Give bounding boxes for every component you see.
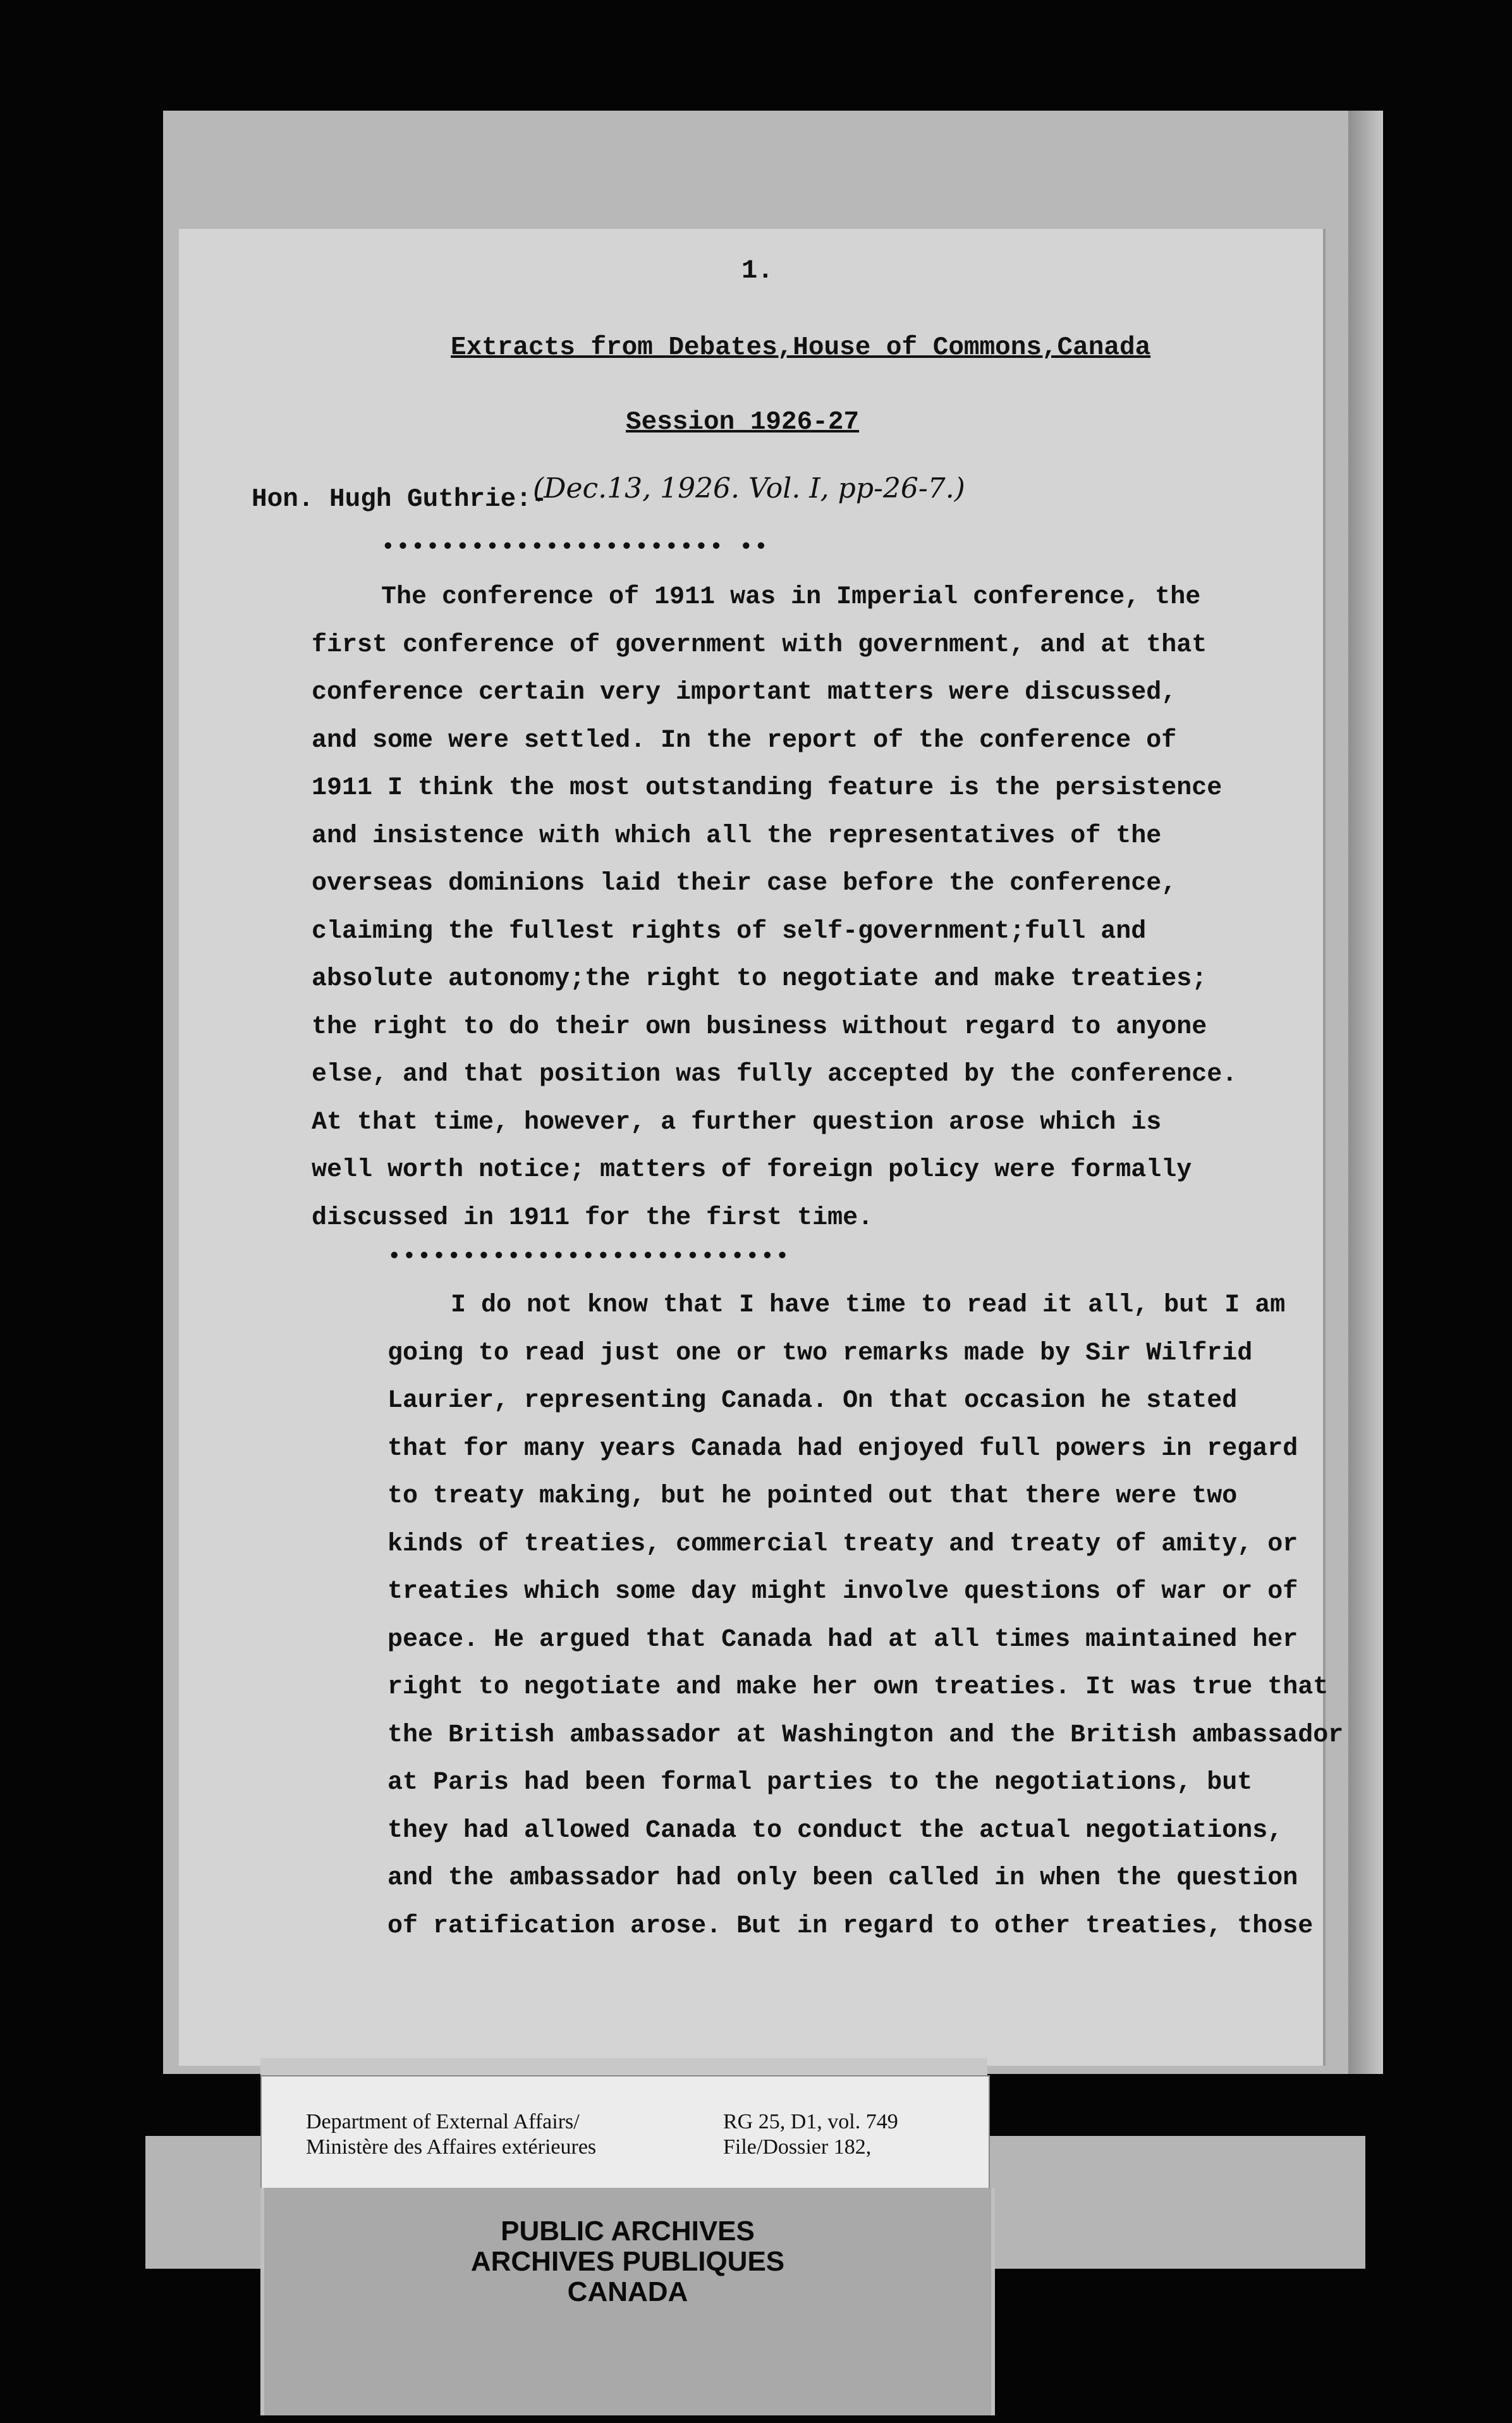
- record-group: RG 25, D1, vol. 749: [723, 2110, 898, 2133]
- text-line: they had allowed Canada to conduct the actual negotiations,: [387, 1816, 1283, 1845]
- text-line: of ratification arose. But in regard to other treaties, those: [387, 1911, 1314, 1941]
- text-line: peace. He argued that Canada had at all times maintained her: [387, 1625, 1298, 1654]
- department-names: [306, 2109, 596, 2160]
- archives-line-fr: ARCHIVES PUBLIQUES: [470, 2246, 785, 2277]
- text-line: claiming the fullest rights of self-government;full and: [312, 917, 1147, 946]
- archives-stamp: [264, 2216, 991, 2307]
- archives-line-country: CANADA: [567, 2276, 688, 2307]
- text-line: that for many years Canada had enjoyed full powers in regard: [387, 1434, 1298, 1463]
- speaker-name: Hon. Hugh Guthrie:-: [252, 485, 547, 514]
- paragraph-2: [387, 1282, 1343, 1950]
- text-line: kinds of treaties, commercial treaty and treaty of amity, or: [387, 1530, 1298, 1559]
- text-line: well worth notice; matters of foreign policy were formally: [312, 1156, 1192, 1184]
- text-line: at Paris had been formal parties to the negotiations, but: [387, 1769, 1253, 1797]
- archives-line-en: PUBLIC ARCHIVES: [501, 2216, 755, 2247]
- department-fr: Ministère des Affaires extérieures: [306, 2135, 597, 2159]
- text-line: and some were settled. In the report of the conference of: [312, 726, 1177, 755]
- separator-dots: •••••••••••••••••••••••••••: [387, 1244, 791, 1270]
- text-line: going to read just one or two remarks made by Sir Wilfrid: [387, 1339, 1253, 1368]
- text-line: first conference of government with government, and at that: [312, 630, 1207, 659]
- text-line: discussed in 1911 for the first time.: [312, 1203, 874, 1232]
- separator-dots: ••••••••••••••••••••••• ••: [381, 534, 769, 560]
- text-line: 1911 I think the most outstanding feature is the persistence: [312, 774, 1222, 802]
- session-heading: Session 1926-27: [626, 408, 860, 437]
- department-en: Department of External Affairs/: [306, 2110, 580, 2133]
- archive-reference-label: [260, 2075, 990, 2192]
- document-title: Extracts from Debates,House of Commons,Canada: [451, 333, 1151, 362]
- text-line: conference certain very important matters were discussed,: [312, 678, 1177, 707]
- file-reference: [723, 2109, 898, 2160]
- text-line: The conference of 1911 was in Imperial conference, the: [381, 583, 1201, 611]
- text-line: right to negotiate and make her own treaties. It was true that: [387, 1673, 1329, 1702]
- text-line: to treaty making, but he pointed out that there were two: [387, 1482, 1238, 1511]
- text-line: and the ambassador had only been called in when the question: [387, 1864, 1298, 1892]
- text-line: the right to do their own business without regard to anyone: [312, 1012, 1207, 1041]
- label-stub: [260, 2058, 987, 2077]
- page-number: 1.: [741, 255, 774, 286]
- typed-page: [179, 229, 1344, 2066]
- text-line: At that time, however, a further question arose which is: [312, 1108, 1162, 1137]
- text-line: I do not know that I have time to read it all, but I am: [451, 1291, 1286, 1320]
- handwritten-citation: (Dec.13, 1926. Vol. I, pp-26-7.): [533, 472, 965, 505]
- text-line: treaties which some day might involve questions of war or of: [387, 1578, 1298, 1606]
- text-line: the British ambassador at Washington and the British ambassador: [387, 1721, 1344, 1750]
- archives-stamp-panel: [260, 2188, 995, 2415]
- backing-sheet-edge: [1348, 111, 1383, 2074]
- text-line: overseas dominions laid their case before the conference,: [312, 869, 1177, 898]
- text-line: Laurier, representing Canada. On that occasion he stated: [387, 1387, 1238, 1415]
- paragraph-1: [312, 574, 1238, 1242]
- text-line: else, and that position was fully accepted by the conference.: [312, 1060, 1238, 1089]
- text-line: absolute autonomy;the right to negotiate and make treaties;: [312, 965, 1207, 993]
- file-dossier: File/Dossier 182,: [723, 2135, 872, 2159]
- text-line: and insistence with which all the representatives of the: [312, 821, 1162, 850]
